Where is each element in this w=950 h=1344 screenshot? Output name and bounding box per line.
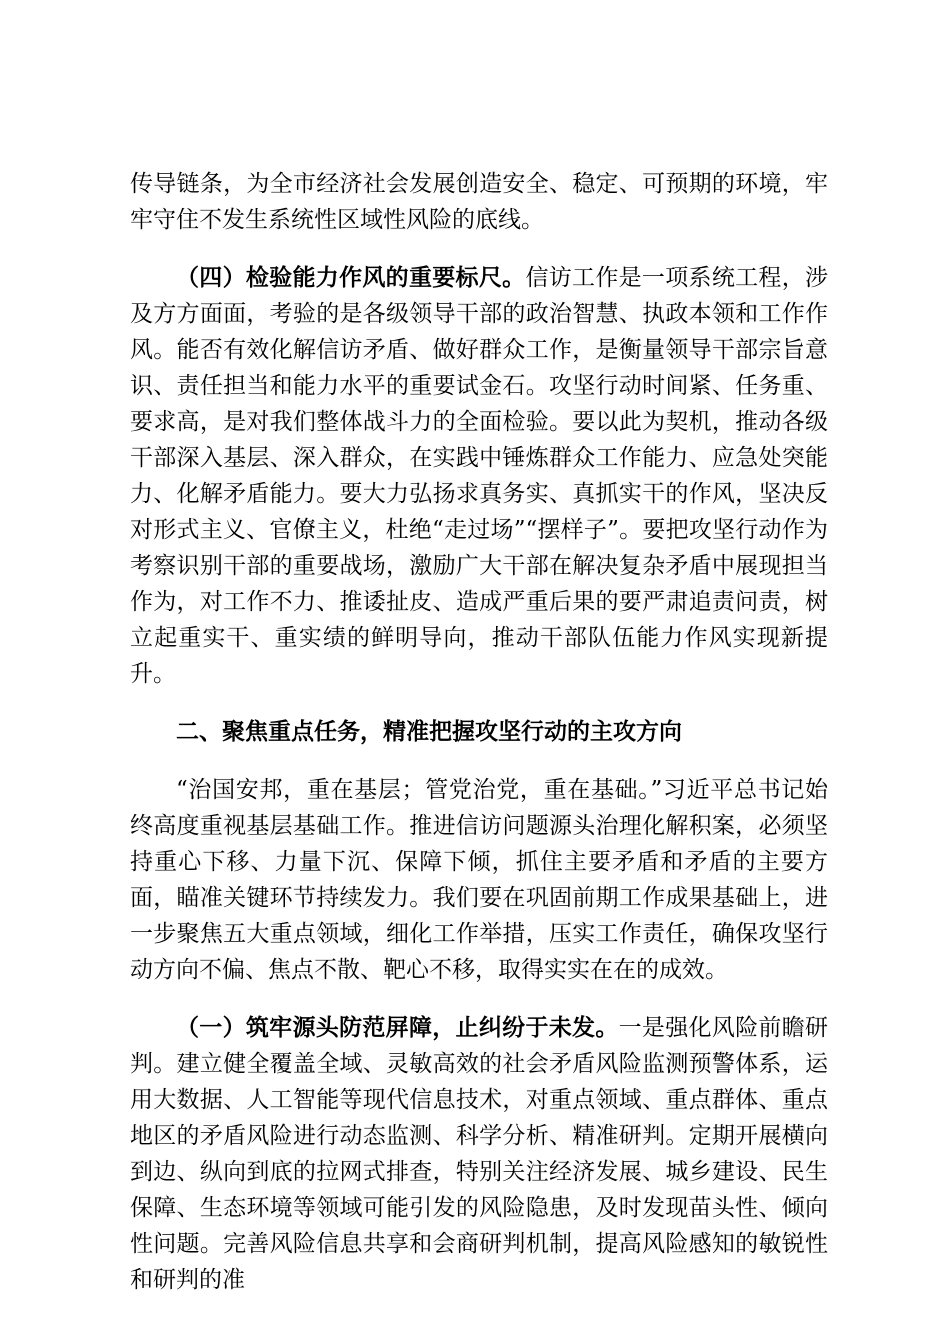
section-four-paragraph xyxy=(130,260,828,692)
section-one-paragraph xyxy=(130,1010,828,1298)
continuation-paragraph: 传导链条，为全市经济社会发展创造安全、稳定、可预期的环境，牢牢守住不发生系统性区域性风险的底线。 xyxy=(130,171,828,233)
intro-paragraph: “治国安邦，重在基层；管党治党，重在基础。”习近平总书记始终高度重视基层基础工作。推进信访问题源头治理化解积案，必须坚持重心下移、力量下沉、保障下倾，抓住主要矛盾和矛盾的主要方面，瞄准关键环节持续发力。我们要在巩固前期工作成果基础上，进一步聚焦五大重点领域，细化工作举措，压实工作责任，确保攻坚行动方向不偏、焦点不散、靶心不移，取得实实在在的成效。 xyxy=(130,777,828,983)
heading-two: 二、聚焦重点任务，精准把握攻坚行动的主攻方向 xyxy=(176,719,682,745)
document-page xyxy=(130,166,828,1298)
section-one-lead: （一）筑牢源头防范屏障，止纠纷于未发。 xyxy=(176,1015,619,1041)
section-one-body: 一是强化风险前瞻研判。建立健全覆盖全域、灵敏高效的社会矛盾风险监测预警体系，运用大数据、人工智能等现代信息技术，对重点领域、重点群体、重点地区的矛盾风险进行动态监测、科学分析、精准研判。定期开展横向到边、纵向到底的拉网式排查，特别关注经济发展、城乡建设、民生保障、生态环境等领域可能引发的风险隐患，及时发现苗头性、倾向性问题。完善风险信息共享和会商研判机制，提高风险感知的敏锐性和研判的准 xyxy=(130,1015,829,1293)
section-four-body: 信访工作是一项系统工程，涉及方方面面，考验的是各级领导干部的政治智慧、执政本领和工作作风。能否有效化解信访矛盾、做好群众工作，是衡量领导干部宗旨意识、责任担当和能力水平的重要试金石。攻坚行动时间紧、任务重、要求高，是对我们整体战斗力的全面检验。要以此为契机，推动各级干部深入基层、深入群众，在实践中锤炼群众工作能力、应急处突能力、化解矛盾能力。要大力弘扬求真务实、真抓实干的作风，坚决反对形式主义、官僚主义，杜绝“走过场”“摆样子”。要把攻坚行动作为考察识别干部的重要战场，激励广大干部在解决复杂矛盾中展现担当作为，对工作不力、推诿扯皮、造成严重后果的要严肃追责问责，树立起重实干、重实绩的鲜明导向，推动干部队伍能力作风实现新提升。 xyxy=(130,265,829,687)
section-four-lead: （四）检验能力作风的重要标尺。 xyxy=(176,265,526,291)
